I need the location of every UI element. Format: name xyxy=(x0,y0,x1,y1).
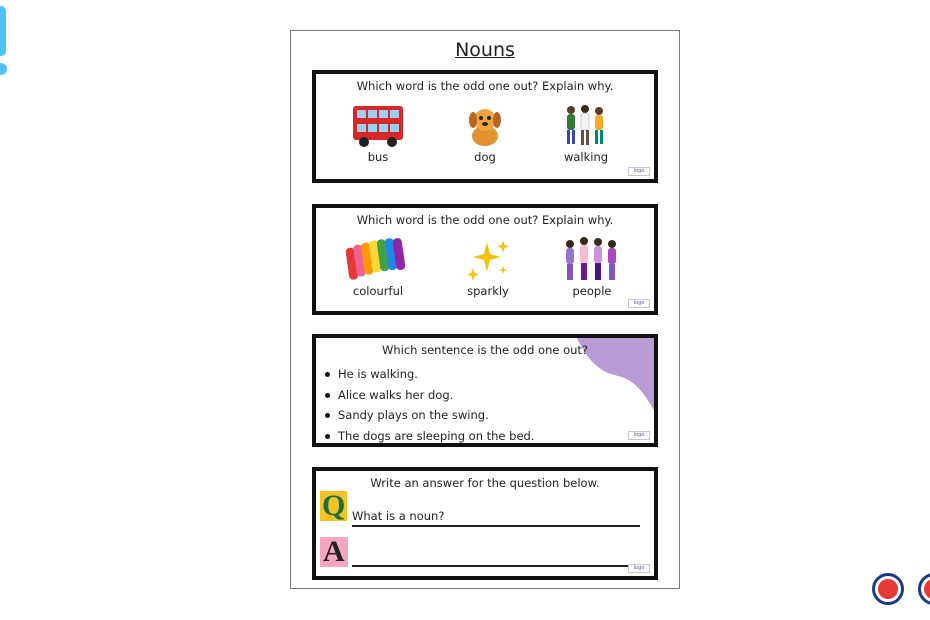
picture-label: bus xyxy=(367,150,389,164)
sparkles-icon xyxy=(463,236,513,282)
picture-bus xyxy=(338,104,418,164)
picture-sparkly xyxy=(448,236,528,298)
worksheet-page xyxy=(290,30,680,589)
publisher-logo: logo xyxy=(628,431,650,440)
panel-question: Which word is the odd one out? Explain why. xyxy=(356,213,614,227)
red-record-button[interactable] xyxy=(872,573,904,605)
publisher-logo: logo xyxy=(628,564,650,573)
list-item: Sandy plays on the swing. xyxy=(322,405,535,426)
picture-walking xyxy=(546,104,626,164)
panel-odd-word-2 xyxy=(312,204,658,315)
bus-icon xyxy=(351,104,405,148)
next-button[interactable] xyxy=(918,573,930,605)
picture-label: dog xyxy=(474,150,496,164)
picture-people xyxy=(552,236,632,298)
list-item: He is walking. xyxy=(322,364,535,385)
q-letter-icon: Q xyxy=(322,489,346,522)
dog-icon xyxy=(461,104,509,148)
picture-label: sparkly xyxy=(467,284,509,298)
publisher-logo: logo xyxy=(628,167,650,176)
picture-dog xyxy=(445,104,525,164)
panel-question: Write an answer for the question below. xyxy=(370,476,600,490)
people-walking-icon xyxy=(559,104,613,148)
panel-odd-sentence xyxy=(312,334,658,447)
panel-odd-word-1 xyxy=(312,70,658,183)
list-item: Alice walks her dog. xyxy=(322,385,535,406)
panel-question: Which sentence is the odd one out? xyxy=(381,343,589,357)
answer-line[interactable] xyxy=(352,565,640,567)
picture-label: people xyxy=(572,284,612,298)
picture-label: walking xyxy=(563,150,609,164)
list-item: The dogs are sleeping on the bed. xyxy=(322,426,535,447)
question-underline xyxy=(352,525,640,527)
panel-question: Which word is the odd one out? Explain why. xyxy=(356,79,614,93)
publisher-logo: logo xyxy=(628,299,650,308)
rainbow-paint-icon xyxy=(343,236,413,282)
worksheet-title: Nouns xyxy=(455,39,515,61)
exclamation-icon xyxy=(0,6,10,76)
people-group-icon xyxy=(562,236,622,282)
panel-question-answer xyxy=(312,467,658,580)
question-text: What is a noun? xyxy=(352,509,445,523)
a-letter-icon: A xyxy=(320,537,348,567)
picture-label: colourful xyxy=(352,284,404,298)
sentence-list xyxy=(322,364,535,446)
picture-colourful xyxy=(338,236,418,298)
